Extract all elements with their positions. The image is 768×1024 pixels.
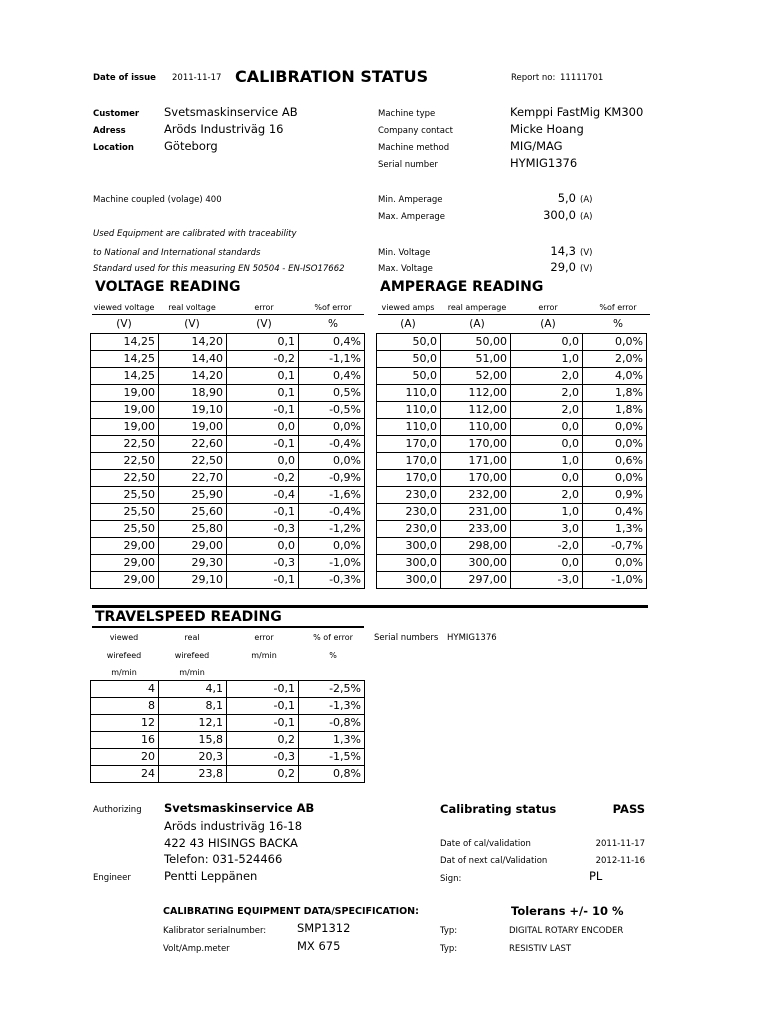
table-cell: 110,0 [377, 402, 441, 419]
table-cell: 23,8 [159, 766, 227, 783]
travel-title: TRAVELSPEED READING [95, 609, 282, 625]
serial-value: HYMIG1376 [510, 156, 578, 170]
table-cell: 170,0 [377, 470, 441, 487]
voltage-title: VOLTAGE READING [95, 279, 241, 295]
date-cal-label: Date of cal/validation [440, 839, 531, 849]
voltage-col-pct: %of error [314, 303, 352, 312]
table-cell: 19,00 [159, 419, 227, 436]
serial-label: Serial number [378, 160, 438, 170]
table-cell: 0,0% [299, 453, 365, 470]
travel-h2-error: m/min [251, 651, 277, 660]
table-row [91, 698, 365, 715]
table-cell: -1,0% [583, 572, 647, 589]
engineer-label: Engineer [93, 873, 131, 883]
table-cell: 14,20 [159, 368, 227, 385]
table-cell: 15,8 [159, 732, 227, 749]
table-cell: -0,5% [299, 402, 365, 419]
table-cell: 0,1 [227, 368, 299, 385]
voltage-col-real: real voltage [168, 303, 216, 312]
min-volt-unit: (V) [580, 248, 593, 258]
table-row [377, 351, 647, 368]
table-cell: 18,90 [159, 385, 227, 402]
table-cell: 0,2 [227, 766, 299, 783]
table-cell: 29,00 [91, 538, 159, 555]
kalibrator-typ-label: Typ: [440, 926, 458, 936]
method-label: Machine method [378, 143, 450, 153]
table-cell: 12,1 [159, 715, 227, 732]
table-cell: 1,0 [511, 504, 583, 521]
table-cell: 51,00 [441, 351, 511, 368]
table-cell: 170,0 [377, 436, 441, 453]
status-label: Calibrating status [440, 802, 557, 816]
sign-label: Sign: [440, 874, 462, 884]
table-cell: -1,3% [299, 698, 365, 715]
table-cell: 4 [91, 681, 159, 698]
table-cell: 0,0 [227, 538, 299, 555]
table-cell: 300,0 [377, 572, 441, 589]
table-cell: 29,30 [159, 555, 227, 572]
table-cell: 0,4% [583, 504, 647, 521]
table-cell: 232,00 [441, 487, 511, 504]
note-line-3: Standard used for this measuring EN 50504 - EN-ISO17662 [93, 264, 345, 274]
table-cell: -0,2 [227, 470, 299, 487]
travel-h2-real: wirefeed [174, 651, 210, 660]
table-cell: 0,1 [227, 334, 299, 351]
table-cell: -0,2 [227, 351, 299, 368]
adress-value: Aröds Industriväg 16 [164, 122, 284, 136]
authorizing-label: Authorizing [93, 805, 142, 815]
table-cell: 0,0% [583, 419, 647, 436]
table-row [91, 487, 365, 504]
next-cal-value: 2012-11-16 [595, 856, 645, 866]
table-cell: 8 [91, 698, 159, 715]
voltage-unit-error: (V) [256, 318, 272, 330]
table-cell: 1,8% [583, 385, 647, 402]
amp-col-error: error [538, 303, 558, 312]
table-cell: 0,0% [299, 419, 365, 436]
date-label: Date of issue [93, 73, 156, 83]
page-title: CALIBRATION STATUS [235, 67, 429, 86]
table-cell: 0,0 [227, 419, 299, 436]
table-cell: 0,0 [227, 453, 299, 470]
table-cell: 25,50 [91, 521, 159, 538]
table-cell: -0,8% [299, 715, 365, 732]
table-cell: 29,10 [159, 572, 227, 589]
table-cell: 25,50 [91, 504, 159, 521]
table-cell: 22,50 [159, 453, 227, 470]
min-amp-label: Min. Amperage [378, 195, 443, 205]
table-cell: 22,50 [91, 453, 159, 470]
table-cell: 298,00 [441, 538, 511, 555]
table-row [91, 402, 365, 419]
table-cell: 230,0 [377, 521, 441, 538]
table-cell: 19,00 [91, 419, 159, 436]
max-volt-value: 29,0 [550, 260, 576, 274]
amp-col-real: real amperage [447, 303, 507, 312]
travel-h2-viewed: wirefeed [106, 651, 142, 660]
table-cell: 233,00 [441, 521, 511, 538]
note-line-2: to National and International standards [93, 248, 261, 258]
kalibrator-typ-value: DIGITAL ROTARY ENCODER [509, 926, 624, 936]
location-label: Location [93, 143, 134, 153]
max-volt-unit: (V) [580, 264, 593, 274]
voltage-unit-viewed: (V) [116, 318, 132, 330]
table-row [91, 368, 365, 385]
table-cell: 14,40 [159, 351, 227, 368]
travel-serial-label: Serial numbers [374, 633, 439, 643]
table-row [91, 419, 365, 436]
table-row [377, 555, 647, 572]
table-cell: -0,3 [227, 555, 299, 572]
table-cell: 3,0 [511, 521, 583, 538]
table-row [91, 521, 365, 538]
voltage-unit-real: (V) [184, 318, 200, 330]
table-cell: 20 [91, 749, 159, 766]
table-row [377, 436, 647, 453]
table-cell: -1,2% [299, 521, 365, 538]
table-cell: -0,1 [227, 504, 299, 521]
table-cell: 50,0 [377, 334, 441, 351]
table-row [91, 732, 365, 749]
table-cell: 50,0 [377, 368, 441, 385]
table-cell: 0,0 [511, 334, 583, 351]
table-cell: 4,1 [159, 681, 227, 698]
table-cell: 29,00 [91, 555, 159, 572]
table-row [377, 504, 647, 521]
table-cell: 25,50 [91, 487, 159, 504]
table-cell: -0,1 [227, 572, 299, 589]
authorizing-addr2: 422 43 HISINGS BACKA [164, 836, 298, 850]
table-row [91, 681, 365, 698]
table-row [377, 402, 647, 419]
travel-h1-real: real [184, 633, 200, 642]
table-cell: 2,0% [583, 351, 647, 368]
table-cell: 0,0% [299, 538, 365, 555]
table-cell: 0,4% [299, 368, 365, 385]
table-row [377, 572, 647, 589]
amp-unit-pct: % [613, 318, 623, 330]
table-row [91, 538, 365, 555]
table-cell: 1,8% [583, 402, 647, 419]
table-cell: 112,00 [441, 385, 511, 402]
table-cell: 2,0 [511, 402, 583, 419]
date-cal-value: 2011-11-17 [595, 839, 645, 849]
table-cell: -0,1 [227, 402, 299, 419]
table-cell: 0,4% [299, 334, 365, 351]
table-cell: 22,70 [159, 470, 227, 487]
customer-label: Customer [93, 109, 140, 119]
voltage-table [90, 333, 365, 589]
table-cell: 110,0 [377, 385, 441, 402]
engineer-value: Pentti Leppänen [164, 869, 258, 883]
table-cell: 25,60 [159, 504, 227, 521]
table-cell: 1,3% [299, 732, 365, 749]
table-cell: 50,00 [441, 334, 511, 351]
report-label: Report no: [511, 73, 556, 83]
kalibrator-value: SMP1312 [297, 921, 351, 935]
machine-coupled: Machine coupled (volage) 400 [93, 195, 222, 205]
table-cell: 0,0% [583, 436, 647, 453]
table-row [377, 521, 647, 538]
travel-h1-error: error [254, 633, 274, 642]
table-cell: -0,7% [583, 538, 647, 555]
travel-h1-viewed: viewed [109, 633, 139, 642]
machine-type-value: Kemppi FastMig KM300 [510, 105, 644, 119]
max-amp-unit: (A) [580, 212, 593, 222]
table-cell: -0,9% [299, 470, 365, 487]
table-cell: 16 [91, 732, 159, 749]
table-cell: 22,50 [91, 436, 159, 453]
table-cell: 112,00 [441, 402, 511, 419]
table-cell: 0,8% [299, 766, 365, 783]
table-cell: 0,0 [511, 419, 583, 436]
table-cell: -0,1 [227, 698, 299, 715]
travel-h3-viewed: m/min [111, 668, 137, 677]
amperage-table [376, 333, 647, 589]
table-cell: 25,90 [159, 487, 227, 504]
table-cell: 52,00 [441, 368, 511, 385]
table-row [377, 453, 647, 470]
table-row [91, 715, 365, 732]
authorizing-addr1: Aröds industriväg 16-18 [164, 819, 303, 833]
table-row [377, 470, 647, 487]
amp-unit-real: (A) [469, 318, 485, 330]
table-cell: 231,00 [441, 504, 511, 521]
table-cell: -1,5% [299, 749, 365, 766]
tolerans: Tolerans +/- 10 % [511, 904, 624, 918]
table-cell: 2,0 [511, 487, 583, 504]
table-row [91, 351, 365, 368]
table-cell: 22,60 [159, 436, 227, 453]
amp-unit-viewed: (A) [400, 318, 416, 330]
table-cell: 1,0 [511, 351, 583, 368]
table-cell: 0,0 [511, 555, 583, 572]
amp-col-viewed: viewed amps [381, 303, 435, 312]
table-cell: 8,1 [159, 698, 227, 715]
table-row [91, 555, 365, 572]
authorizing-company: Svetsmaskinservice AB [164, 801, 315, 815]
table-cell: 22,50 [91, 470, 159, 487]
method-value: MIG/MAG [510, 139, 563, 153]
amp-unit-error: (A) [540, 318, 556, 330]
travel-serial-value: HYMIG1376 [447, 633, 497, 643]
table-cell: -3,0 [511, 572, 583, 589]
report-no: 11111701 [560, 73, 604, 83]
table-cell: 19,10 [159, 402, 227, 419]
table-cell: -2,5% [299, 681, 365, 698]
table-row [91, 504, 365, 521]
table-cell: 170,00 [441, 436, 511, 453]
table-row [91, 766, 365, 783]
table-row [377, 487, 647, 504]
voltage-col-error: error [254, 303, 274, 312]
table-cell: 14,25 [91, 334, 159, 351]
sign-value: PL [589, 869, 603, 883]
table-cell: 0,6% [583, 453, 647, 470]
table-cell: 14,25 [91, 351, 159, 368]
table-cell: 171,00 [441, 453, 511, 470]
amp-col-pct: %of error [599, 303, 637, 312]
next-cal-label: Dat of next cal/Validation [440, 856, 548, 866]
table-cell: 300,0 [377, 538, 441, 555]
table-cell: 24 [91, 766, 159, 783]
table-row [377, 368, 647, 385]
table-cell: 0,0% [583, 334, 647, 351]
table-cell: 230,0 [377, 487, 441, 504]
customer-value: Svetsmaskinservice AB [164, 105, 298, 119]
table-cell: 0,0 [511, 470, 583, 487]
table-cell: 19,00 [91, 385, 159, 402]
travel-h3-real: m/min [179, 668, 205, 677]
voltmeter-value: MX 675 [297, 939, 341, 953]
status-badge: PASS [612, 802, 645, 816]
table-row [91, 749, 365, 766]
table-cell: 1,3% [583, 521, 647, 538]
table-cell: 0,5% [299, 385, 365, 402]
table-cell: 20,3 [159, 749, 227, 766]
table-cell: -0,4% [299, 504, 365, 521]
voltmeter-typ-label: Typ: [440, 944, 458, 954]
adress-label: Adress [93, 126, 126, 136]
kalibrator-label: Kalibrator serialnumber: [163, 926, 267, 936]
table-cell: 0,0% [583, 555, 647, 572]
contact-label: Company contact [378, 126, 453, 136]
table-row [91, 453, 365, 470]
travel-h1-pct: % of error [313, 633, 353, 642]
table-cell: 2,0 [511, 368, 583, 385]
table-cell: -1,0% [299, 555, 365, 572]
min-volt-value: 14,3 [550, 244, 576, 258]
table-cell: -0,3% [299, 572, 365, 589]
max-volt-label: Max. Voltage [378, 264, 433, 274]
table-cell: 14,25 [91, 368, 159, 385]
table-cell: 14,20 [159, 334, 227, 351]
table-cell: 12 [91, 715, 159, 732]
table-row [91, 572, 365, 589]
voltage-unit-pct: % [328, 318, 338, 330]
table-cell: 0,0% [583, 470, 647, 487]
table-cell: 50,0 [377, 351, 441, 368]
table-cell: 110,00 [441, 419, 511, 436]
table-cell: -0,3 [227, 521, 299, 538]
table-cell: 170,0 [377, 453, 441, 470]
table-cell: -0,1 [227, 681, 299, 698]
max-amp-value: 300,0 [543, 208, 576, 222]
table-cell: 4,0% [583, 368, 647, 385]
table-cell: -0,1 [227, 715, 299, 732]
voltmeter-label: Volt/Amp.meter [163, 944, 230, 954]
table-row [377, 385, 647, 402]
travel-h2-pct: % [329, 651, 337, 660]
table-cell: 19,00 [91, 402, 159, 419]
authorizing-phone: Telefon: 031-524466 [164, 852, 283, 866]
min-amp-value: 5,0 [557, 191, 576, 205]
table-cell: 29,00 [91, 572, 159, 589]
max-amp-label: Max. Amperage [378, 212, 446, 222]
table-row [377, 334, 647, 351]
travel-divider [92, 605, 648, 608]
location-value: Göteborg [164, 139, 218, 153]
table-cell: 25,80 [159, 521, 227, 538]
machine-type-label: Machine type [378, 109, 436, 119]
table-cell: 230,0 [377, 504, 441, 521]
min-amp-unit: (A) [580, 195, 593, 205]
table-cell: -0,1 [227, 436, 299, 453]
equipment-title: CALIBRATING EQUIPMENT DATA/SPECIFICATION: [163, 906, 419, 917]
note-line-1: Used Equipment are calibrated with traceability [93, 229, 297, 239]
table-cell: 2,0 [511, 385, 583, 402]
table-cell: 0,9% [583, 487, 647, 504]
table-row [91, 334, 365, 351]
table-cell: -1,6% [299, 487, 365, 504]
table-cell: 0,0 [511, 436, 583, 453]
table-row [377, 538, 647, 555]
table-cell: 297,00 [441, 572, 511, 589]
table-row [91, 385, 365, 402]
voltmeter-typ-value: RESISTIV LAST [509, 944, 572, 954]
date-of-issue: 2011-11-17 [172, 73, 222, 83]
table-cell: -1,1% [299, 351, 365, 368]
table-cell: 29,00 [159, 538, 227, 555]
table-row [91, 470, 365, 487]
table-cell: 0,1 [227, 385, 299, 402]
table-cell: 0,2 [227, 732, 299, 749]
table-cell: -0,3 [227, 749, 299, 766]
table-row [91, 436, 365, 453]
table-cell: 300,00 [441, 555, 511, 572]
table-cell: -2,0 [511, 538, 583, 555]
table-cell: -0,4% [299, 436, 365, 453]
contact-value: Micke Hoang [510, 122, 584, 136]
table-cell: -0,4 [227, 487, 299, 504]
table-cell: 170,00 [441, 470, 511, 487]
table-cell: 1,0 [511, 453, 583, 470]
table-cell: 300,0 [377, 555, 441, 572]
travel-table [90, 680, 365, 783]
min-volt-label: Min. Voltage [378, 248, 431, 258]
voltage-col-viewed: viewed voltage [93, 303, 155, 312]
table-row [377, 419, 647, 436]
table-cell: 110,0 [377, 419, 441, 436]
amperage-title: AMPERAGE READING [380, 279, 544, 295]
